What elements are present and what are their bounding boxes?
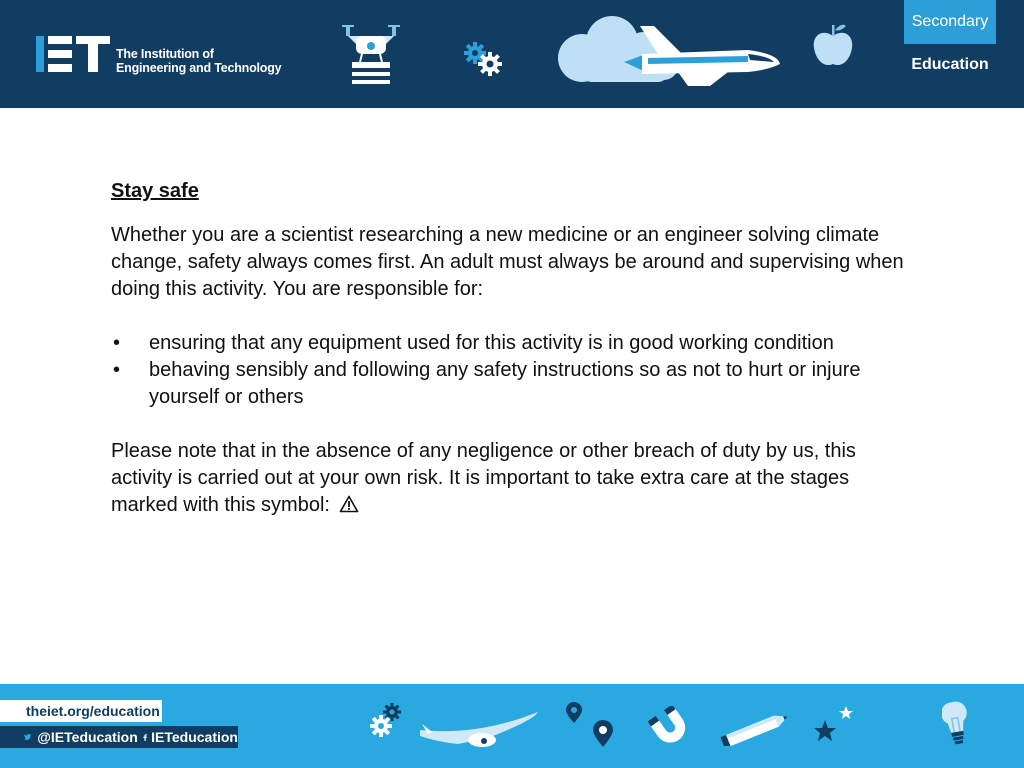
location-pin-icon bbox=[590, 718, 616, 748]
badge-secondary-label: Secondary bbox=[904, 0, 996, 44]
intro-paragraph: Whether you are a scientist researching a new medicine or an engineer solving climate change, safety always comes first. An adult must always be around and supervising when doing this activity. You are responsible for: bbox=[111, 224, 904, 300]
footer-banner bbox=[0, 684, 1024, 768]
pencil-icon bbox=[720, 712, 794, 746]
secondary-education-badge bbox=[904, 0, 996, 86]
list-item-text: ensuring that any equipment used for this activity is in good working condition bbox=[149, 332, 834, 354]
list-item bbox=[111, 357, 911, 411]
lightbulb-icon bbox=[942, 700, 970, 750]
iet-logo-icon bbox=[36, 36, 110, 72]
apple-icon bbox=[812, 22, 854, 68]
note-text: Please note that in the absence of any negligence or other breach of duty by us, this activity is carried out at your own risk. It is important to take extra care at the stages marked with this symbol: bbox=[111, 440, 856, 516]
twitter-handle[interactable]: @IETeducation bbox=[37, 729, 138, 745]
twitter-icon bbox=[24, 731, 31, 743]
gears-icon bbox=[464, 42, 502, 76]
facebook-handle[interactable]: IETeducation bbox=[151, 729, 238, 745]
gears-icon bbox=[370, 702, 404, 738]
logo-text: The Institution of Engineering and Technology bbox=[116, 47, 282, 75]
social-links bbox=[0, 726, 238, 748]
bullet-icon: • bbox=[113, 332, 121, 354]
glider-icon bbox=[418, 710, 542, 754]
list-item-text: behaving sensibly and following any safety instructions so as not to hurt or injure yourself or others bbox=[149, 359, 861, 408]
list-item bbox=[111, 330, 911, 357]
responsibility-list bbox=[111, 330, 911, 411]
website-link[interactable]: theiet.org/education bbox=[0, 700, 162, 722]
note-paragraph bbox=[111, 438, 911, 519]
location-pin-icon bbox=[564, 702, 584, 724]
safety-content bbox=[111, 178, 911, 546]
badge-education-label: Education bbox=[904, 44, 996, 86]
facebook-icon bbox=[143, 731, 147, 744]
stars-icon bbox=[812, 704, 856, 744]
bullet-icon: • bbox=[113, 359, 121, 381]
magnet-icon bbox=[648, 706, 690, 746]
space-shuttle-icon bbox=[618, 24, 784, 88]
page-title: Stay safe bbox=[111, 180, 199, 202]
drone-icon bbox=[334, 20, 408, 88]
warning-triangle-icon bbox=[339, 495, 359, 513]
header-banner bbox=[0, 0, 1024, 108]
